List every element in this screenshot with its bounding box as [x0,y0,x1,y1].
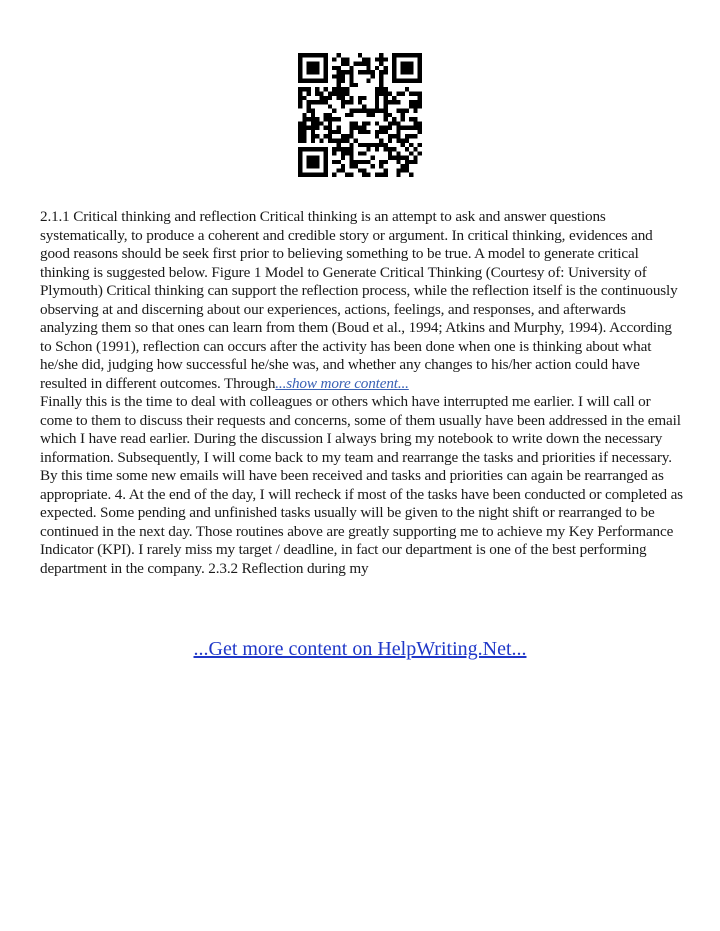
get-more-content [0,636,720,662]
article-paragraph-2: Finally this is the time to deal with colleagues or others which have interrupted me earlier. I will call or come to them to discuss their requests and concerns, some of them usually have been addressed in the email which I have read earlier. During the discussion I always bring my notebook to write down the necessary information. Subsequently, I will come back to my team and rearrange the tasks and priorities if necessary. By this time some new emails will have been received and tasks and priorities can again be rearranged as appropriate. 4. At the end of the day, I will recheck if most of the tasks have been conducted or completed as expected. Some pending and unfinished tasks usually will be given to the night shift or rearranged to be continued in the next day. Those routines above are greatly supporting me to achieve my Key Performance Indicator (KPI). I rarely miss my target / deadline, in fact our department is one of the best performing department in the company. 2.3.2 Reflection during my [40,393,683,577]
get-more-content-link[interactable]: ...Get more content on HelpWriting.Net... [193,638,527,660]
paragraph-1-text: 2.1.1 Critical thinking and reflection Critical thinking is an attempt to ask and answer questions systematically, to produce a coherent and credible story or argument. In critical thinking, evidences and good reasons should be seek first prior to believing something to be true. A model to generate critical thinking is suggested below. Figure 1 Model to Generate Critical Thinking (Courtesy of: University of Plymouth) Critical thinking can support the reflection process, while the reflection itself is the continuously observing at and discerning about our experiences, actions, feelings, and responses, and afterwards analyzing them so that ones can learn from them (Boud et al., 1994; Atkins and Murphy, 1994). According to Schon (1991), reflection can occurs after the activity has been done when one is thinking about what he/she did, judging how successful he/she was, and whether any changes to his/her action could have resulted in different outcomes. Through [40,208,678,392]
article-body [40,208,685,578]
show-more-link[interactable]: ...show more content... [275,374,409,392]
qr-code-icon [298,53,422,177]
article-paragraph-1 [40,208,685,393]
